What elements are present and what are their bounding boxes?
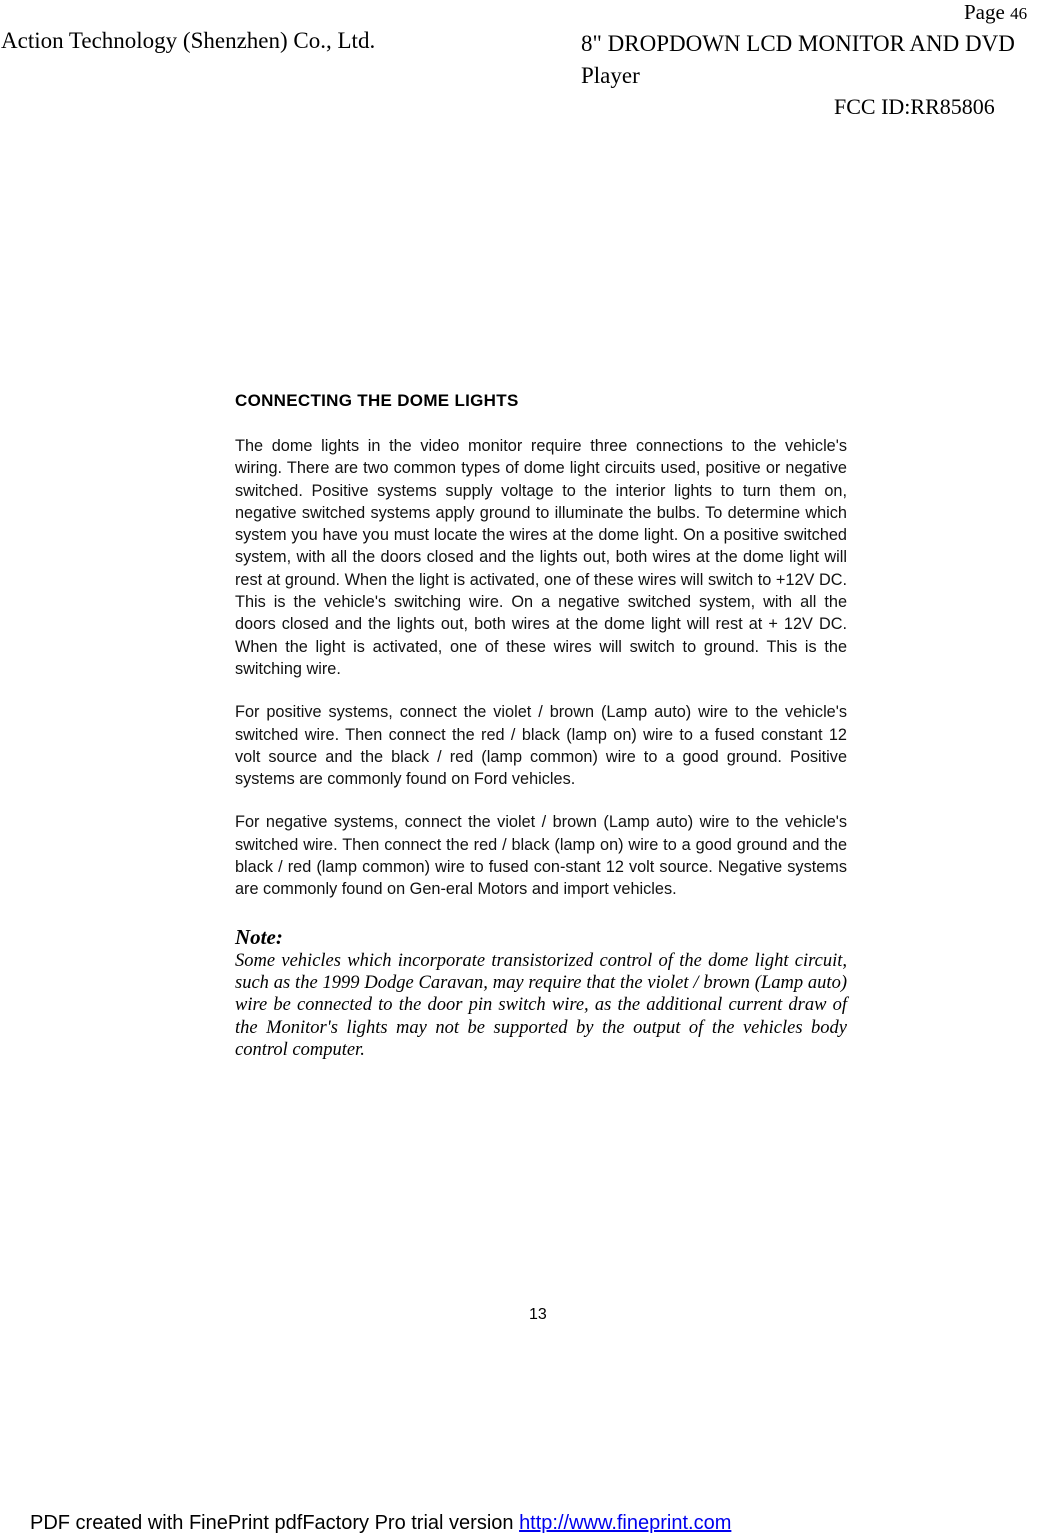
page-number-header [964, 0, 1027, 25]
page-label: Page [964, 0, 1005, 24]
fineprint-link[interactable]: http://www.fineprint.com [519, 1512, 732, 1534]
manual-page-number: 13 [529, 1306, 547, 1323]
pdf-footer-text: PDF created with FinePrint pdfFactory Pro trial version [30, 1512, 520, 1534]
company-name: Action Technology (Shenzhen) Co., Ltd. [1, 28, 376, 53]
note-text: Some vehicles which incorporate transistorized control of the dome light circuit, such as the 1999 Dodge Caravan, may require that the violet / brown (Lamp auto) wire be connected to the door pin switch wire, as the additional current draw of the Monitor's lights may not be supported by the output of the vehicles body control computer. [235, 950, 847, 1060]
note-title: Note: [235, 924, 283, 949]
positive-systems-paragraph: For positive systems, connect the violet / brown (Lamp auto) wire to the vehicle's switched wire. Then connect the red / black (lamp on) wire to a fused constant 12 volt source and the black / red (lamp common) wire to a good ground. Positive systems are commonly found on Ford vehicles. [235, 703, 847, 789]
scanned-manual-page [235, 391, 847, 1061]
product-title: 8" DROPDOWN LCD MONITOR AND DVD Player [581, 31, 1015, 88]
pdf-watermark-footer [30, 1512, 731, 1535]
fcc-id: FCC ID:RR85806 [834, 94, 995, 119]
section-title: CONNECTING THE DOME LIGHTS [235, 391, 519, 410]
intro-paragraph: The dome lights in the video monitor require three connections to the vehicle's wiring. There are two common types of dome light circuits used, positive or negative switched. Positive systems supply voltage to the interior lights to turn them on, negative switched systems apply ground to illuminate the bulbs. To determine which system you have you must locate the wires at the dome light. On a positive switched system, with all the doors closed and the lights out, both wires at the dome light will rest at ground. When the light is activated, one of these wires will switch to +12V DC. This is the vehicle's switching wire. On a negative switched system, with all the doors closed and the lights out, both wires at the dome light will rest at + 12V DC. When the light is activated, one of these wires will switch to ground. This is the switching wire. [235, 437, 847, 678]
page-number-value: 46 [1010, 4, 1028, 23]
negative-systems-paragraph: For negative systems, connect the violet / brown (Lamp auto) wire to the vehicle's switched wire. Then connect the red / black (lamp on) wire to a good ground and the black / red (lamp common) wire to fused con-stant 12 volt source. Negative systems are commonly found on Gen-eral Motors and import vehicles. [235, 813, 847, 899]
